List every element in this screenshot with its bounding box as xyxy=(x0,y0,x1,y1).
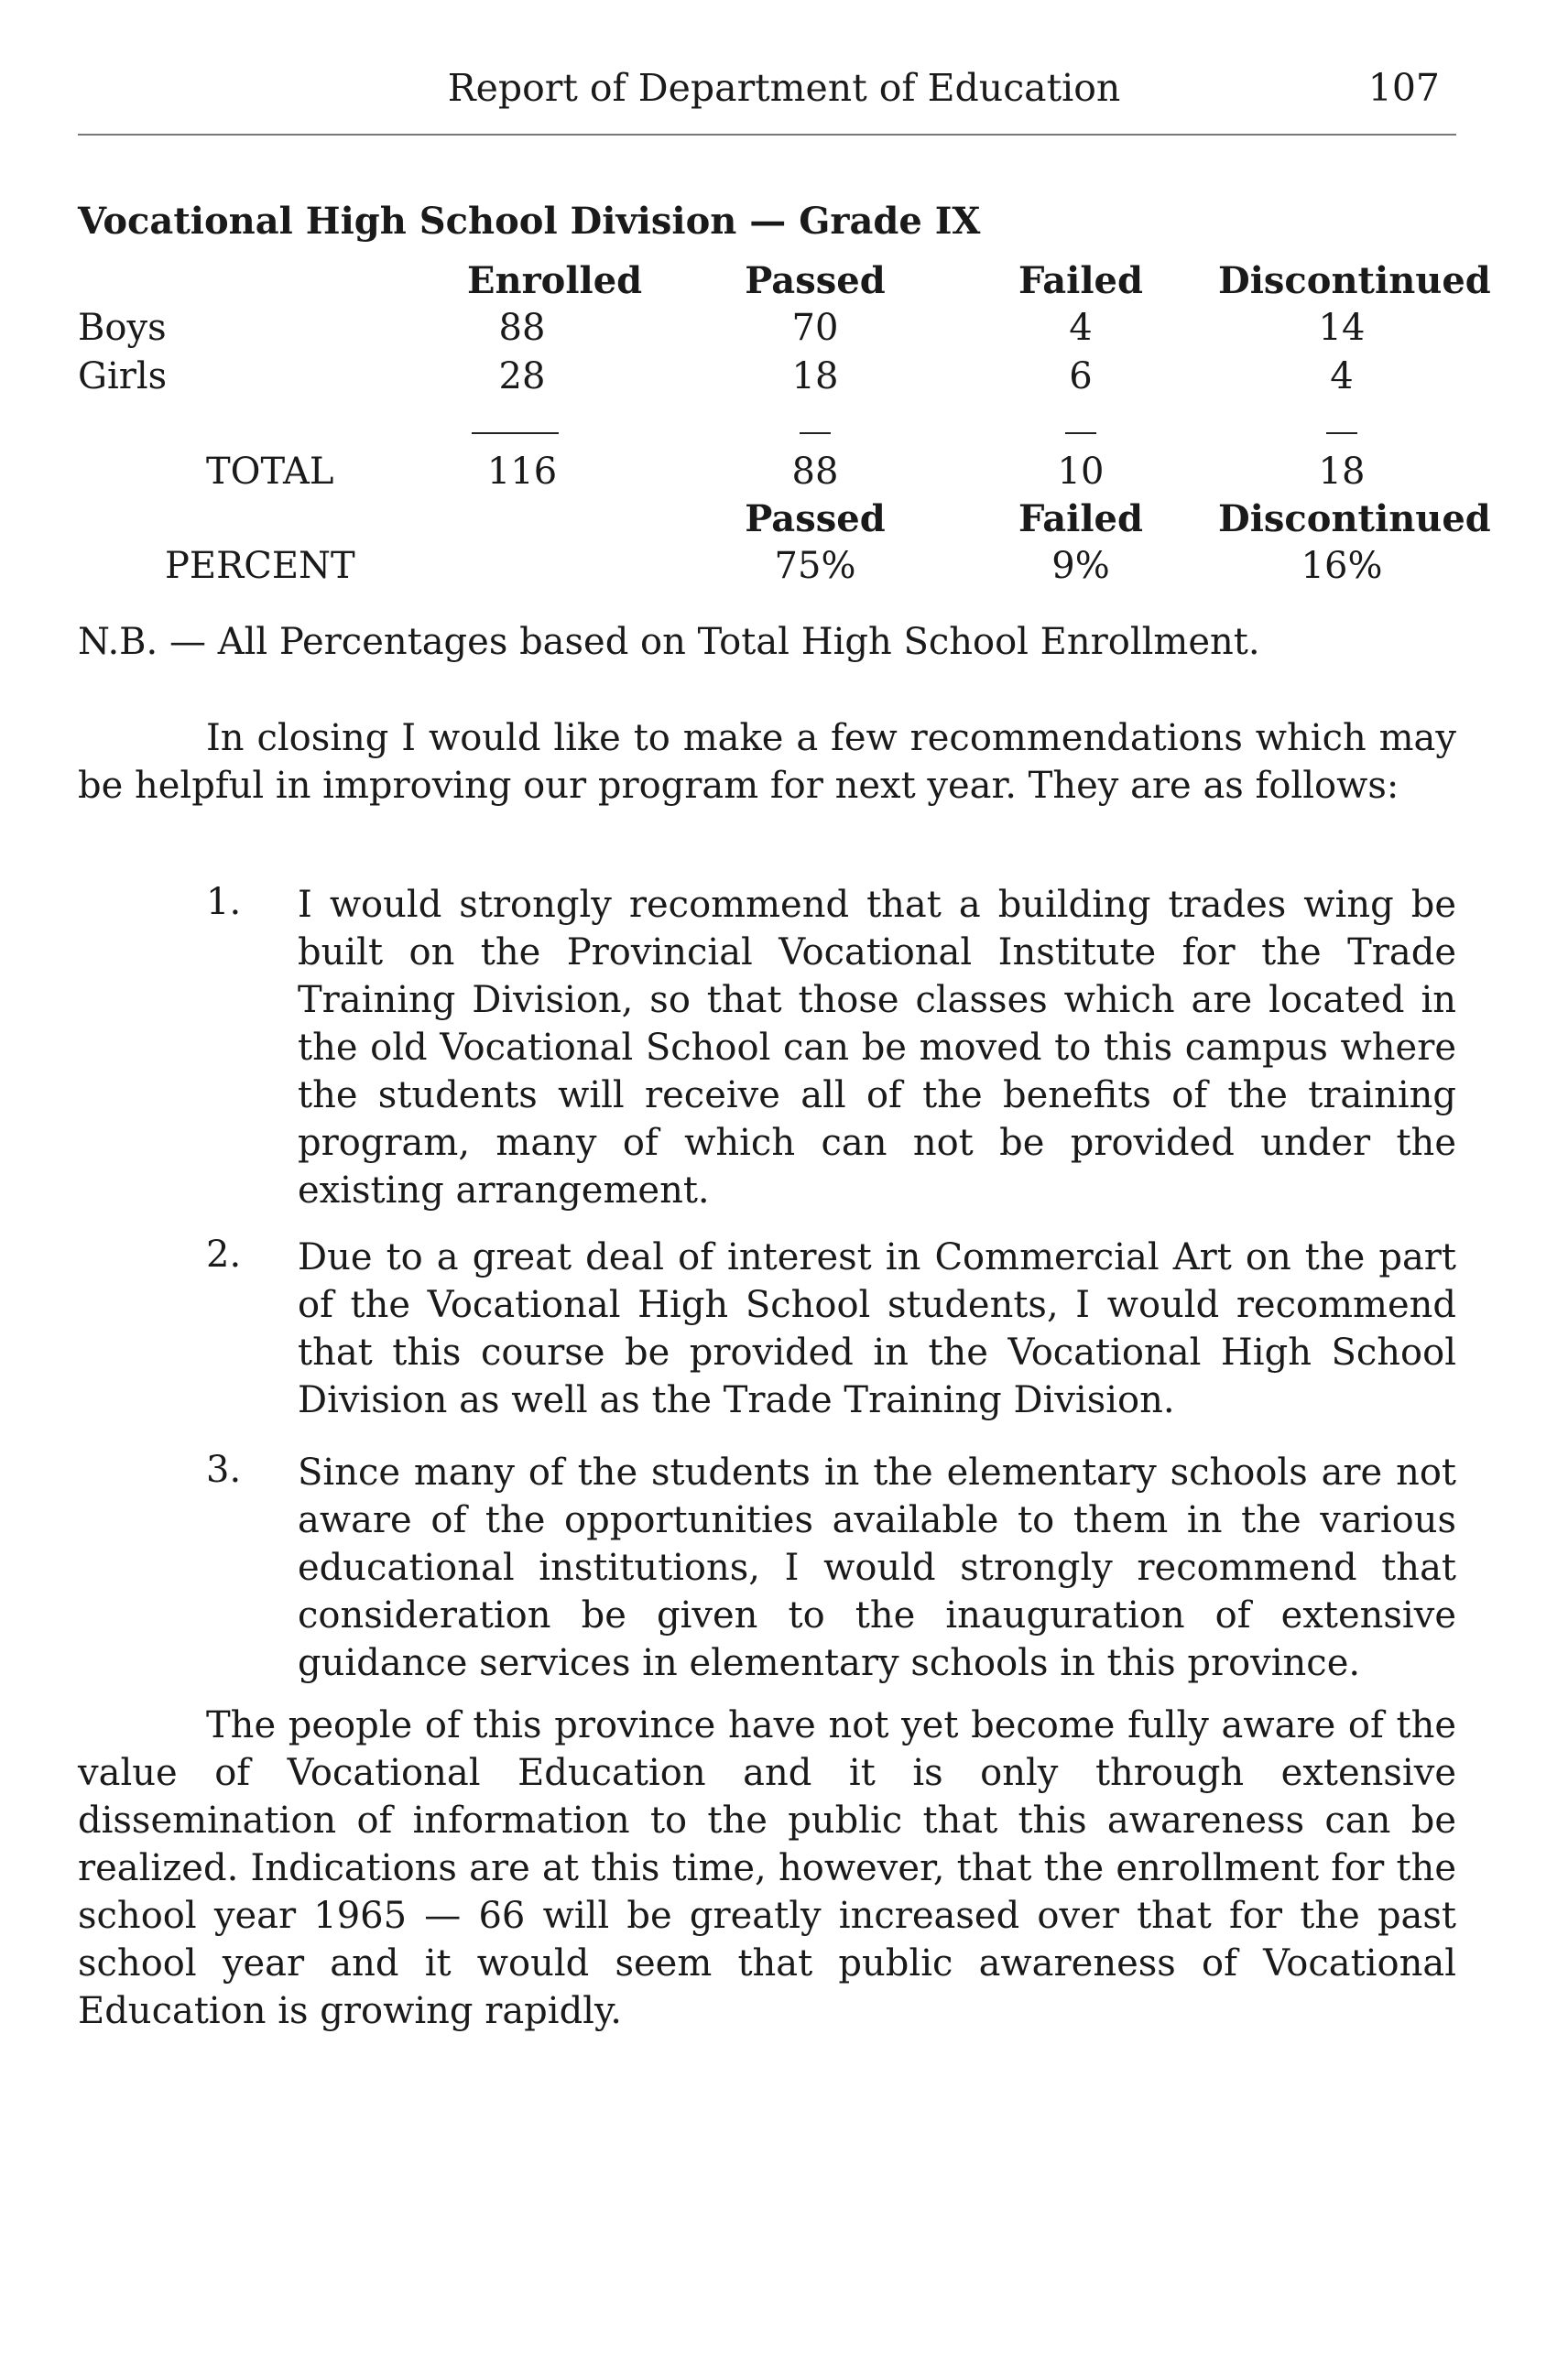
footnote: N.B. — All Percentages based on Total High School Enrollment. xyxy=(78,621,1260,663)
column-header-enrolled: Enrolled xyxy=(467,259,643,302)
list-item: Since many of the students in the elementary schools are not aware of the opportunities available to them in the various educational institutions, I would strongly recommend that consideration be given to the inauguration of extensive guidance services in elementary schools in this province. xyxy=(298,1452,1456,1684)
table-cell: 18 xyxy=(791,355,839,397)
table-cell: 9% xyxy=(1051,545,1110,587)
row-label-percent: PERCENT xyxy=(165,545,355,587)
table-cell: 6 xyxy=(1069,355,1093,397)
table-cell: 4 xyxy=(1069,307,1093,349)
sum-rule xyxy=(1065,432,1096,434)
column-header-passed: Passed xyxy=(745,259,886,302)
list-item-number: 3. xyxy=(206,1449,242,1491)
table-cell: 14 xyxy=(1318,307,1366,349)
closing-paragraph: The people of this province have not yet become fully aware of the value of Vocational Education and it is only through extensive dissemination of information to the public that this awareness can be realized. Indications are at this time, however, that the enrollment for the school year 1965 — 66 will be greatly increased over that for the past school year and it would seem that public awareness of Vocational Education is growing rapidly. xyxy=(78,1704,1456,2032)
page-header xyxy=(0,66,1568,121)
table-cell: 116 xyxy=(486,451,558,493)
percent-header-failed: Failed xyxy=(1018,497,1143,540)
row-label-girls: Girls xyxy=(78,355,168,397)
list-item: Due to a great deal of interest in Commercial Art on the part of the Vocational High School students, I would recommend that this course be provided in the Vocational High School Division as well as the Trade Training Division. xyxy=(298,1236,1456,1421)
table-cell: 16% xyxy=(1301,545,1383,587)
list-item-number: 2. xyxy=(206,1234,242,1276)
page-number: 107 xyxy=(1367,66,1440,110)
running-title: Report of Department of Education xyxy=(447,66,1121,110)
list-item: I would strongly recommend that a building trades wing be built on the Provincial Vocational Institute for the Trade Training Division, so that those classes which are located in the old Vocational School can be moved to this campus where the students will receive all of the benefits of the training program, many of which can not be provided under the existing arrangement. xyxy=(298,884,1456,1212)
list-item-number: 1. xyxy=(206,881,242,923)
intro-paragraph: In closing I would like to make a few recommendations which may be helpful in improving our program for next year. They are as follows: xyxy=(78,717,1456,807)
percent-header-passed: Passed xyxy=(745,497,886,540)
sum-rule xyxy=(472,432,559,434)
table-title: Vocational High School Division — Grade IX xyxy=(78,200,981,243)
table-cell: 28 xyxy=(498,355,546,397)
column-header-failed: Failed xyxy=(1018,259,1143,302)
header-rule xyxy=(78,134,1456,136)
table-cell: 75% xyxy=(774,545,856,587)
table-cell: 4 xyxy=(1330,355,1354,397)
row-label-total: TOTAL xyxy=(206,451,334,493)
table-cell: 88 xyxy=(498,307,546,349)
table-cell: 70 xyxy=(791,307,839,349)
table-cell: 10 xyxy=(1057,451,1105,493)
table-cell: 18 xyxy=(1318,451,1366,493)
column-header-discontinued: Discontinued xyxy=(1218,259,1491,302)
sum-rule xyxy=(800,432,831,434)
row-label-boys: Boys xyxy=(78,307,167,349)
sum-rule xyxy=(1326,432,1357,434)
table-cell: 88 xyxy=(791,451,839,493)
percent-header-discontinued: Discontinued xyxy=(1218,497,1491,540)
